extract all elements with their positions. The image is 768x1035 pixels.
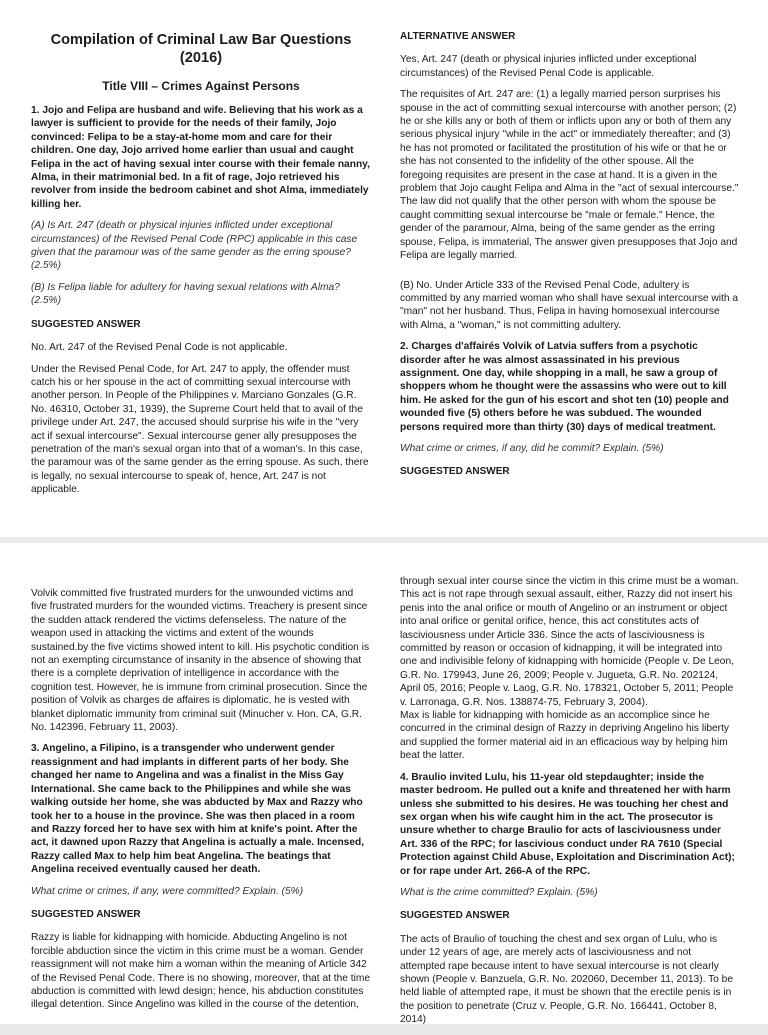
answer-paragraph: No. Art. 247 of the Revised Penal Code is not applicable. <box>31 342 288 354</box>
document-page-2 <box>0 543 768 1024</box>
question-4: 4. Braulio invited Lulu, his 11-year old stepdaughter; inside the master bedroom. He pulled out a knife and threatened her with harm unless she submitted to his desires. He was touching her chest and sex organ when his wife caught him in the act. The prosecutor is unsure whether to charge Braulio for acts of lasciviousness under Art. 336 of the RPC; for lascivious conduct under RA 7610 (Special Protection against Child Abuse, Exploitation and Discrimination Act); or for rape under Art. 266-A of the RPC. <box>400 771 735 877</box>
question-3-prompt: What crime or crimes, if any, were committed? Explain. (5%) <box>31 885 304 897</box>
answer-paragraph: The acts of Braulio of touching the chest and sex organ of Lulu, who is under 12 years of age, are merely acts of lasciviousness and not attempted rape because intent to have sexual intercourse is not clearly shown (People v. Banzuela, G.R. No. 202060, December 11, 2013). To be held liable of attempted rape, it must be shown that the erectile penis is in the position to penetrate (Cruz v. People, G.R. No. 166441, October 8, 2014) <box>400 933 733 1026</box>
question-1: 1. Jojo and Felipa are husband and wife. Believing that his work as a lawyer is sufficient to provide for the needs of their family, Jojo convinced: Felipa to be a stay-at-home mom and care for their children. One day, Jojo arrived home earlier than usual and caught Felipa in the act of having sexual inter course with their female nanny, Alma, in their matrimonial bed. In a fit of rage, Jojo retrieved his revolver from inside the bedroom cabinet and shot Alma, immediately killing her. <box>31 105 370 210</box>
answer-paragraph: Razzy is liable for kidnapping with homicide. Abducting Angelino is not forcible abduction since the victim in this crime must be a woman. Gender reassignment will not make him a woman within the meaning of Article 342 of the Revised Penal Code. There is no showing, moreover, that at the time abduction is committed with lewd design; hence, his abduction constitutes illegal detention. Since Angelino was killed in the course of the detention, <box>31 932 371 1011</box>
suggested-answer-heading: SUGGESTED ANSWER <box>31 318 141 330</box>
document-title: Compilation of Criminal Law Bar Questions (2016) <box>50 32 352 66</box>
answer-paragraph: The requisites of Art. 247 are: (1) a legally married person surprises his spouse in the act of committing sexual intercourse with another person; (2) he or she kills any or both of them or inflicts upon any or both of them any serious physical injury "while in the act" or immediately thereafter; and (3) he has not promoted or facilitated the prostitution of his wife or that he or she has not consented to the infidelity of the other spouse. All the foregoing requisites are present in the case at hand. It is a given in the problem that Jojo caught Felipa and Alma in the "act of sexual intercourse." The law did not qualify that the other person with whom the spouse be caught committing sexual intercourse be "male or female." Hence, the gender of the paramour, Alma, being of the same gender as the erring spouse, Felipa, is immaterial, The answer given presupposes that Jojo and Felipa are legally married. <box>400 89 739 262</box>
answer-paragraph: Volvik committed five frustrated murders for the unwounded victims and five frustrated murders for the wounded victims. Treachery is present since the sudden attack rendered the victims defenseless. The nature of the weapon used in attacking the victims and extent of the wounds sustained.by the five victims showed intent to kill. His psychotic condition is not an exempting circumstance of insanity in the absence of showing that there is a complete deprivation of intelligence in accordance with the cognition test. However, he is immune from criminal prosecution. Since the position of Volvik as charges de affaires is diplomatic, he is vested with blanket diplomatic immunity from criminal suit (Minucher v. Hon. CA, G.R. No. 142396, February 11, 2003). <box>31 588 370 734</box>
right-column <box>400 30 739 489</box>
right-column <box>400 575 739 1035</box>
answer-paragraph: through sexual inter course since the victim in this crime must be a woman. This act is not rape through sexual assault, either, Razzy did not insert his penis into the anal orifice or mouth of Angelino or an instrument or object into anal orifice or genital orifice, hence, this act constitutes acts of lasciviousness under Article 336. Since the acts of lasciviousness is committed by reason or occasion of kidnapping, it will be integrated into one and indivisible felony of kidnapping with homicide (People v. De Leon, G.R. No. 179943, June 26, 2009; People v. Jugueta, G.R. No. 202124, April 05, 2016; People v. Laog, G.R. No. 178321, October 5, 2011; People v. Larronaga, G.R. Nos. 138874-75, February 3, 2004). <box>400 576 739 708</box>
suggested-answer-heading: SUGGESTED ANSWER <box>31 908 141 920</box>
question-1b: (B) Is Felipa liable for adultery for having sexual relations with Alma? (2.5%) <box>31 281 340 307</box>
answer-paragraph: (B) No. Under Article 333 of the Revised Penal Code, adultery is committed by any married woman who shall have sexual intercourse with a "man" not her husband. Thus, Felipa in having homosexual intercourse with Alma, a "woman," is not committing adultery. <box>400 279 739 331</box>
left-column <box>31 30 371 505</box>
answer-paragraph: Max is liable for kidnapping with homicide as an accomplice since he concurred in the criminal design of Razzy in depriving Angelino his liberty and supplied the former material aid in an efficacious way by helping him beat the latter. <box>400 710 729 762</box>
suggested-answer-heading: SUGGESTED ANSWER <box>400 466 510 478</box>
answer-paragraph: Yes, Art. 247 (death or physical injuries inflicted under exceptional circumstances) of the Revised Penal Code is applicable. <box>400 54 697 79</box>
question-1a: (A) Is Art. 247 (death or physical injuries inflicted under exceptional circumstances) of the Revised Penal Code (RPC) applicable in this case given that the paramour was of the same gender as the erring spouse? (2.5%) <box>31 220 358 272</box>
section-title: Title VIII – Crimes Against Persons <box>102 79 300 93</box>
alternative-answer-heading: ALTERNATIVE ANSWER <box>400 31 516 42</box>
answer-paragraph: Under the Revised Penal Code, for Art. 247 to apply, the offender must catch his or her spouse in the act of committing sexual intercourse with another person. In People of the Philippines v. Marciano Gonzales (G.R. No. 46310, October 31, 1939), the Supreme Court held that to avail of the privilege under Art. 247, the accused should surprise his wife in the "very act if sexual intercourse". Sexual intercourse gener ally presupposes the penetration of the man's sexual organ into that of a woman's. In this case, the paramour was of the same gender as the erring spouse. As such, there is legally, no sexual intercourse to speak of, hence, Art. 247 is not applicable. <box>31 363 369 496</box>
left-column <box>31 587 371 1020</box>
suggested-answer-heading: SUGGESTED ANSWER <box>400 910 510 922</box>
question-4-prompt: What is the crime committed? Explain. (5%) <box>400 886 598 898</box>
question-2: 2. Charges d'affairés Volvik of Latvia suffers from a psychotic disorder after he was almost assassinated in his previous assignment. One day, while shopping in a mall, he saw a group of shoppers whom he thought were the assassins who were out to kill him. He asked for the gun of his escort and shot ten (10) people and wounded five (5) others before he was subdued. The wounded persons required more than thirty (30) days of medical treatment. <box>400 341 729 433</box>
question-2-prompt: What crime or crimes, if any, did he commit? Explain. (5%) <box>400 442 664 454</box>
question-3: 3. Angelino, a Filipino, is a transgender who underwent gender reassignment and had implants in different parts of her body. She changed her name to Angelina and was a finalist in the Miss Gay International. She came back to the Philippines and while she was walking outside her home, she was abducted by Max and Razzy who took her to a house in the province. She was then placed in a room and Razzy forced her to have sex with him at knife's point. After the act, it dawned upon Razzy that Angelina is actually a male. Incensed, Razzy called Max to help him beat Angelina. The beatings that Angelina received eventually caused her death. <box>31 743 365 876</box>
